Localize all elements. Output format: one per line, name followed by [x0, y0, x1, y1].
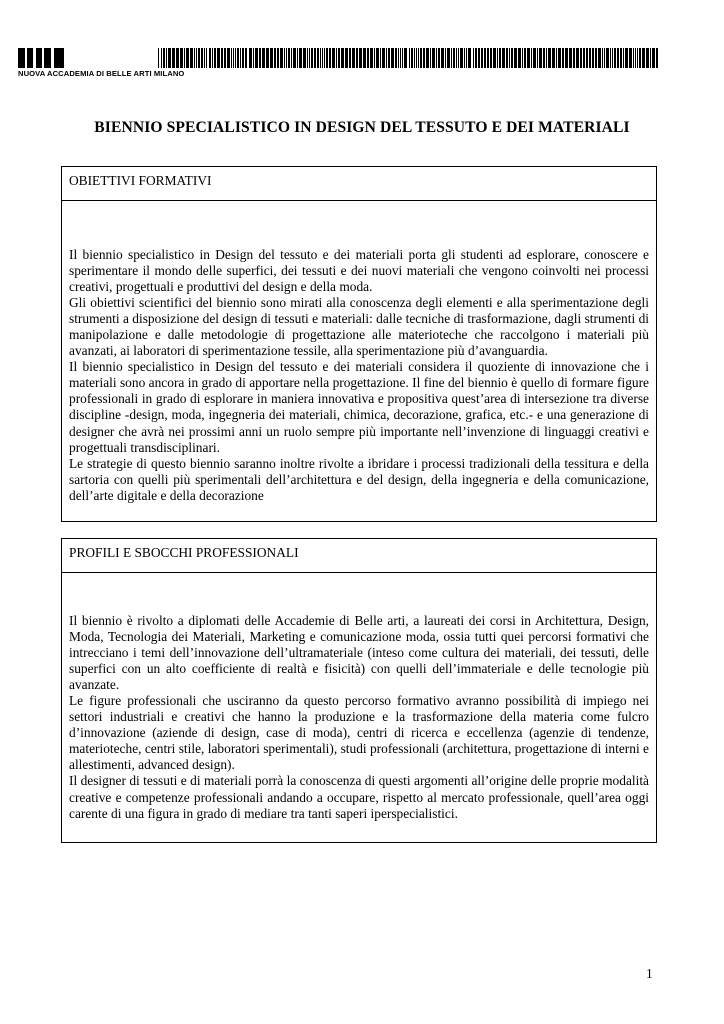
document-title: BIENNIO SPECIALISTICO IN DESIGN DEL TESSUTO E DEI MATERIALI [94, 119, 630, 136]
section-profili-e-sbocchi-professionali [61, 538, 657, 843]
paragraph: Gli obiettivi scientifici del biennio sono mirati alla conoscenza degli elementi e alla sperimentazione degli strumenti a disposizione del design di tessuti e materiali: dalle tecniche di trasformazione, dagli strumenti di manipolazione e dalle metodologie di progettazione alle materioteche che raccolgono i materiali più avanzati, ai laboratori di sperimentazione tessile, alla sperimentazione più d’avanguardia. [69, 295, 649, 359]
nuova-accademia-di-belle-arti-logo [18, 46, 185, 82]
page-header [18, 46, 658, 82]
naba-logo-mark [18, 48, 64, 68]
paragraph: Il biennio specialistico in Design del tessuto e dei materiali porta gli studenti ad esplorare, conoscere e sperimentare il mondo delle superfici, dei tessuti e dei nuovi materiali che vengono coinvolti nei processi creativi, progettuali e produttivi del design e della moda. [69, 247, 649, 295]
section-body [62, 201, 656, 504]
paragraph: Le strategie di questo biennio saranno inoltre rivolte a ibridare i processi tradizionali della tessitura e della sartoria con quelli più sperimentali dell’architettura e del design, della ingegneria e della comunicazione, dell’arte digitale e della decorazione [69, 455, 649, 503]
section-heading: OBIETTIVI FORMATIVI [62, 167, 656, 201]
barcode-graphic [158, 48, 658, 68]
section-body [62, 573, 656, 822]
barcode-strip [158, 48, 658, 68]
paragraph: Il designer di tessuti e di materiali porrà la conoscenza di questi argomenti all’origine delle proprie modalità creative e competenze professionali andando a occupare, rispetto al mercato professionale, quell’area oggi carente di una figura in grado di mediare tra tanti saperi iperspecialistici. [69, 773, 649, 821]
logo-text: NUOVA ACCADEMIA DI BELLE ARTI MILANO [18, 69, 185, 78]
paragraph: Il biennio specialistico in Design del tessuto e dei materiali considera il quoziente di innovazione che i materiali sono ancora in grado di apportare nella progettazione. Il fine del biennio è quello di formare figure professionali in grado di esplorare in maniera innovativa e propositiva quest’area di intersezione tra diverse discipline -design, moda, ingegneria dei materiali, chimica, decorazione, grafica, etc.- e una generazione di designer che avrà nei prossimi anni un ruolo sempre più importante nell’invenzione di linguaggi creativi e progettuali transdisciplinari. [69, 359, 649, 455]
section-heading: PROFILI E SBOCCHI PROFESSIONALI [62, 539, 656, 573]
page-number: 1 [646, 966, 653, 981]
paragraph: Le figure professionali che usciranno da questo percorso formativo avranno possibilità di impiego nei settori industriali e creativi che hanno la produzione e la trasformazione della materia come fulcro d’innovazione (aziende di design, case di moda), centri di ricerca e eccellenza (agenzie di tendenze, materioteche, centri stile, laboratori sperimentali), studi professionali (architettura, progettazione di interni e allestimenti, advanced design). [69, 693, 649, 773]
section-obiettivi-formativi [61, 166, 657, 522]
paragraph: Il biennio è rivolto a diplomati delle Accademie di Belle arti, a laureati dei corsi in Architettura, Design, Moda, Tecnologia dei Materiali, Marketing e comunicazione moda, ossia tutti quei percorsi formativi che intrecciano i temi dell’innovazione dell’ultramateriale (inteso come cultura dei materiali, dei tessuti, delle superfici con un alto coefficiente di realtà e fisicità) con quelli dell’immateriale e delle tecnologie più avanzate. [69, 613, 649, 693]
